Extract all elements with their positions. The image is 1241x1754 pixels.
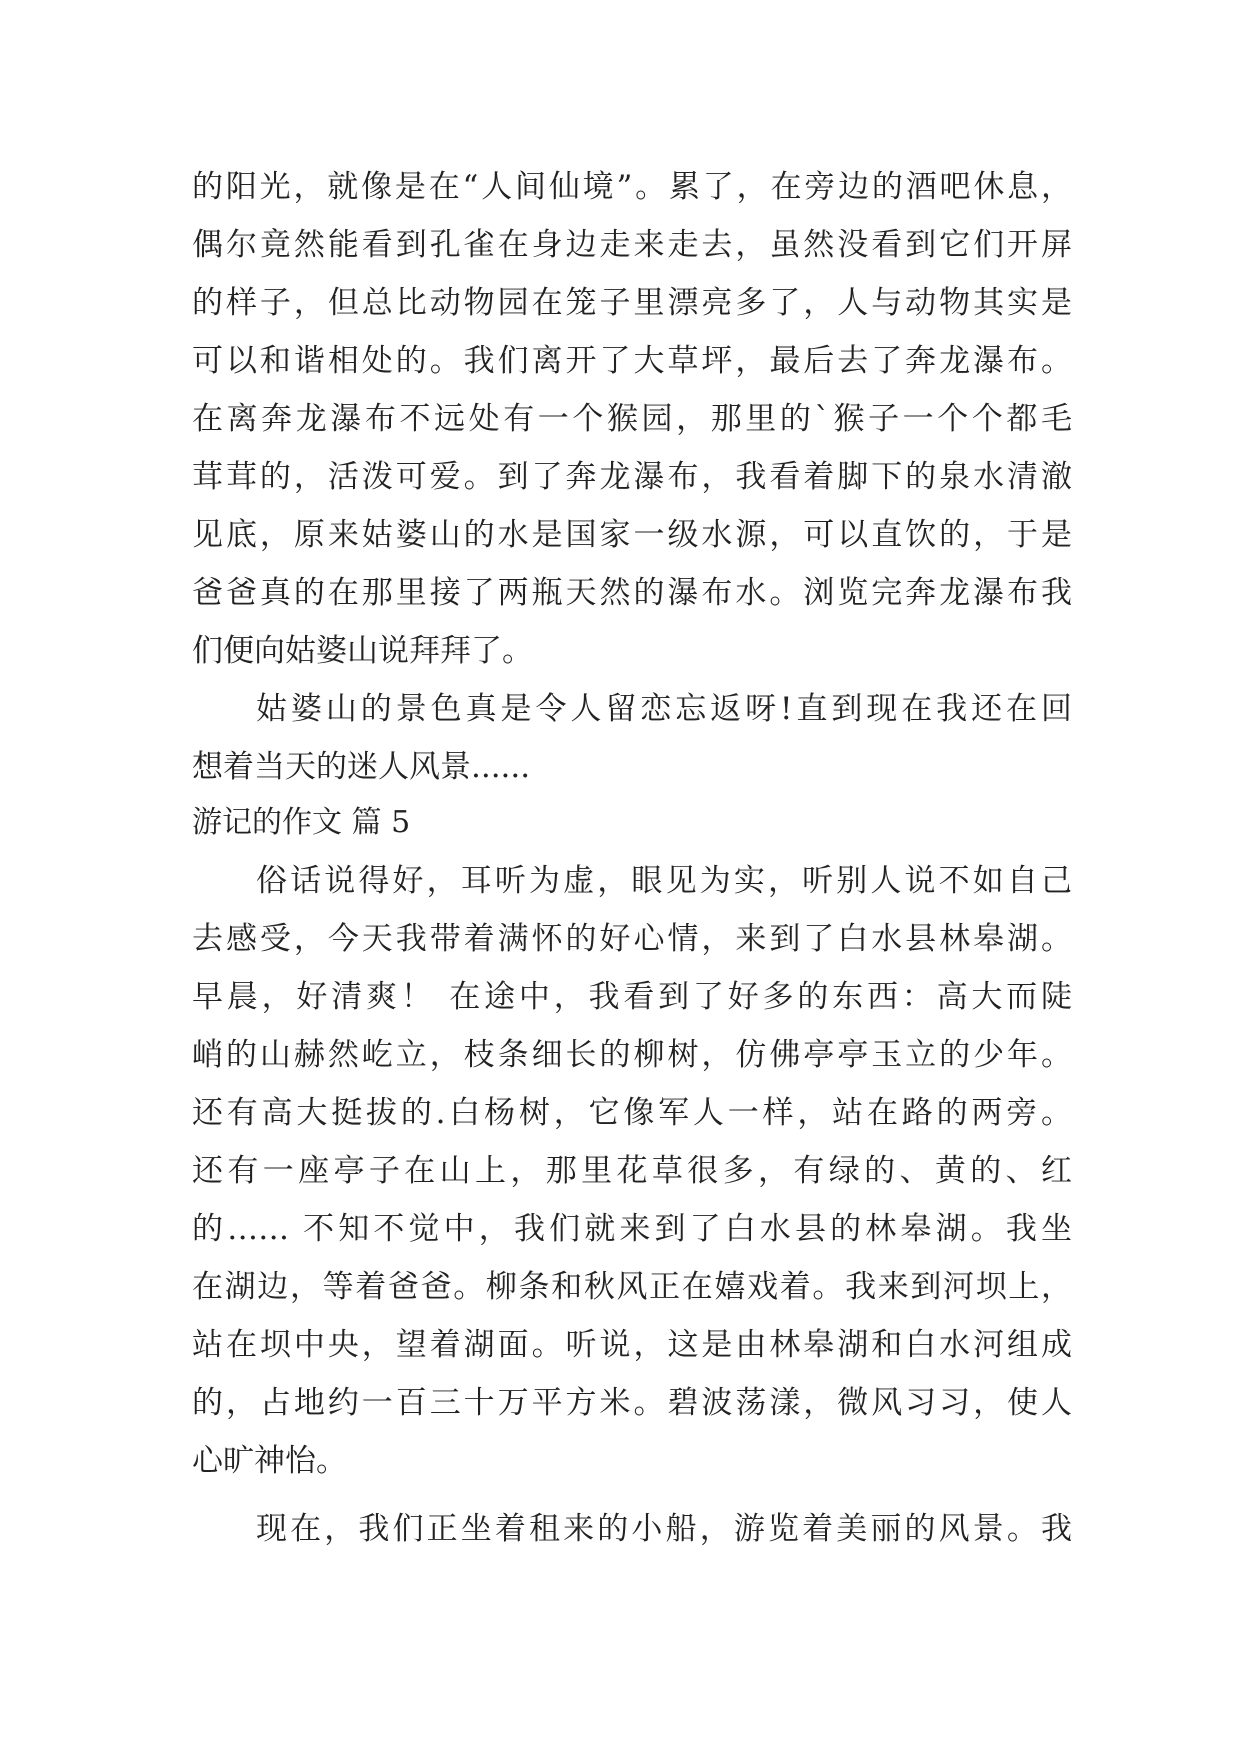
paragraph-line: 的样子，但总比动物园在笼子里漂亮多了，人与动物其实是 bbox=[192, 285, 1072, 321]
paragraph-line: 的，占地约一百三十万平方米。碧波荡漾，微风习习，使人 bbox=[192, 1385, 1072, 1421]
paragraph-line: 峭的山赫然屹立，枝条细长的柳树，仿佛亭亭玉立的少年。 bbox=[192, 1037, 1072, 1073]
paragraph-line: 们便向姑婆山说拜拜了。 bbox=[192, 633, 533, 669]
paragraph-line: 姑婆山的景色真是令人留恋忘返呀!直到现在我还在回 bbox=[256, 691, 1072, 727]
paragraph-line: 偶尔竟然能看到孔雀在身边走来走去，虽然没看到它们开屏 bbox=[192, 227, 1072, 263]
paragraph-line: 还有高大挺拔的.白杨树，它像军人一样，站在路的两旁。 bbox=[192, 1095, 1072, 1131]
paragraph-line: 现在，我们正坐着租来的小船，游览着美丽的风景。我 bbox=[256, 1511, 1072, 1547]
paragraph-line: 在湖边，等着爸爸。柳条和秋风正在嬉戏着。我来到河坝上， bbox=[192, 1269, 1072, 1305]
paragraph-line: 可以和谐相处的。我们离开了大草坪，最后去了奔龙瀑布。 bbox=[192, 343, 1072, 379]
paragraph-line: 早晨，好清爽！ 在途中，我看到了好多的东西：高大而陡 bbox=[192, 979, 1072, 1015]
section-heading: 游记的作文 篇 5 bbox=[192, 805, 411, 840]
paragraph-line: 站在坝中央，望着湖面。听说，这是由林皋湖和白水河组成 bbox=[192, 1327, 1072, 1363]
paragraph-line: 俗话说得好，耳听为虚，眼见为实，听别人说不如自己 bbox=[256, 863, 1072, 899]
paragraph-line: 茸茸的，活泼可爱。到了奔龙瀑布，我看着脚下的泉水清澈 bbox=[192, 459, 1072, 495]
paragraph-line: 心旷神怡。 bbox=[192, 1443, 347, 1479]
paragraph-line: 见底，原来姑婆山的水是国家一级水源，可以直饮的，于是 bbox=[192, 517, 1072, 553]
paragraph-line: 去感受，今天我带着满怀的好心情，来到了白水县林皋湖。 bbox=[192, 921, 1072, 957]
paragraph-line: 还有一座亭子在山上，那里花草很多，有绿的、黄的、红 bbox=[192, 1153, 1072, 1189]
paragraph-line: 想着当天的迷人风景...... bbox=[192, 749, 531, 785]
paragraph-line: 爸爸真的在那里接了两瓶天然的瀑布水。浏览完奔龙瀑布我 bbox=[192, 575, 1072, 611]
paragraph-line: 的阳光，就像是在“人间仙境”。累了，在旁边的酒吧休息， bbox=[192, 169, 1072, 205]
paragraph-line: 的…… 不知不觉中，我们就来到了白水县的林皋湖。我坐 bbox=[192, 1211, 1072, 1247]
paragraph-line: 在离奔龙瀑布不远处有一个猴园，那里的`猴子一个个都毛 bbox=[192, 401, 1072, 437]
